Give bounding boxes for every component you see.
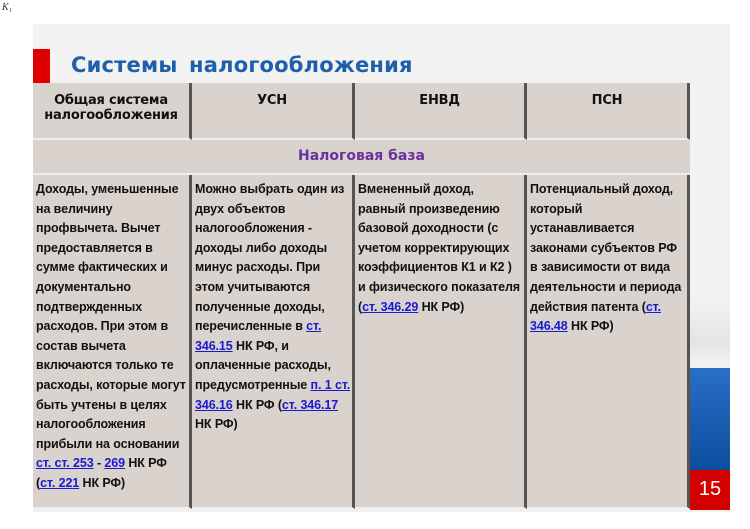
text-line — [358, 239, 522, 259]
cell-envd — [355, 175, 527, 509]
text-segment: ( — [358, 299, 363, 314]
text-line — [36, 337, 187, 357]
text-line — [195, 356, 350, 376]
text-line — [530, 258, 685, 278]
text-line — [530, 200, 685, 220]
cell-general — [33, 175, 192, 509]
text-segment: НК РФ — [124, 456, 167, 471]
title-accent-bar — [33, 49, 50, 83]
text-line — [358, 180, 522, 200]
slide-title: Системы налогообложения — [71, 53, 413, 77]
text-line — [195, 396, 350, 416]
text-line — [195, 219, 350, 239]
text-line — [530, 298, 685, 318]
text-segment: базовой доходности (с — [358, 221, 499, 236]
text-line — [36, 435, 187, 455]
text-segment: минус расходы. При — [195, 260, 321, 275]
text-segment: законами субъектов РФ — [530, 240, 677, 255]
text-segment: НК РФ) — [418, 299, 465, 314]
header-general: Общая система налогообложения — [33, 83, 192, 140]
slide-number: 15 — [690, 470, 730, 510]
text-line — [36, 278, 187, 298]
text-line — [195, 337, 350, 357]
text-line — [36, 396, 187, 416]
law-link[interactable]: 346.16 — [195, 397, 233, 412]
text-segment: Можно выбрать один из — [195, 182, 345, 196]
text-segment: ( — [36, 475, 41, 490]
text-segment: документально — [36, 279, 131, 294]
text-segment: предусмотренные — [195, 377, 311, 392]
law-link[interactable]: ст. 346.17 — [281, 397, 339, 412]
text-line — [36, 474, 187, 494]
law-link[interactable]: ст. ст. 253 — [36, 456, 94, 471]
text-segment: двух объектов — [195, 201, 286, 216]
law-link[interactable]: ст. 221 — [40, 475, 80, 490]
text-line — [36, 219, 187, 239]
cell-usn — [192, 175, 355, 509]
text-segment: НК РФ) — [79, 475, 126, 490]
text-segment: Вмененный доход, — [358, 182, 474, 196]
text-line — [195, 317, 350, 337]
text-line — [195, 376, 350, 396]
text-segment: - — [93, 456, 105, 471]
text-segment: НК РФ) — [567, 319, 614, 334]
law-link[interactable]: ст. — [306, 319, 322, 334]
text-segment: сумме фактических и — [36, 260, 168, 275]
section-tax-base: Налоговая база — [33, 140, 690, 175]
text-line — [530, 219, 685, 239]
header-usn: УСН — [192, 83, 355, 140]
text-segment: перечисленные в — [195, 319, 307, 334]
law-link[interactable]: ст. — [645, 299, 661, 314]
text-segment: налогообложения — [36, 417, 146, 432]
text-segment: НК РФ, и — [232, 338, 289, 353]
text-line — [530, 239, 685, 259]
text-segment: профвычета. Вычет — [36, 221, 161, 236]
text-segment: доходы либо доходы — [195, 240, 328, 255]
header-envd: ЕНВД — [355, 83, 527, 140]
text-segment: который — [530, 201, 583, 216]
law-link[interactable]: ст. 346.29 — [362, 299, 419, 314]
text-line — [195, 415, 350, 435]
text-line — [36, 415, 187, 435]
text-line — [36, 258, 187, 278]
law-link[interactable]: п. 1 ст. — [310, 377, 351, 392]
text-line — [195, 239, 350, 259]
text-segment: полученные доходы, — [195, 299, 325, 314]
text-line — [358, 200, 522, 220]
corner-mark: K₁ — [2, 2, 13, 13]
text-segment: Доходы, уменьшенные — [36, 182, 179, 196]
text-segment: НК РФ ( — [232, 397, 282, 412]
text-segment: налогообложения - — [195, 221, 312, 236]
text-line — [36, 200, 187, 220]
text-segment: предоставляется в — [36, 240, 153, 255]
text-segment: состав вычета — [36, 338, 126, 353]
text-line — [36, 298, 187, 318]
text-segment: расходов. При этом в — [36, 319, 169, 334]
flag-blue-stripe — [690, 368, 730, 470]
text-segment: на величину — [36, 201, 113, 216]
text-segment: Потенциальный доход, — [530, 182, 674, 196]
law-link[interactable]: 269 — [104, 456, 125, 471]
text-line — [530, 317, 685, 337]
text-segment: НК РФ) — [195, 417, 238, 432]
law-link[interactable]: 346.15 — [195, 338, 233, 353]
text-line — [530, 278, 685, 298]
text-segment: коэффициентов К1 и К2 ) — [358, 260, 512, 275]
text-line — [530, 180, 685, 200]
text-segment: включаются только те — [36, 358, 174, 373]
text-segment: учетом корректирующих — [358, 240, 510, 255]
text-line — [195, 258, 350, 278]
text-segment: действия патента ( — [530, 299, 646, 314]
law-link[interactable]: 346.48 — [530, 319, 568, 334]
text-line — [195, 278, 350, 298]
header-psn: ПСН — [527, 83, 690, 140]
text-segment: устанавливается — [530, 221, 635, 236]
text-line — [358, 298, 522, 318]
text-line — [195, 298, 350, 318]
text-segment: этом учитываются — [195, 279, 311, 294]
text-segment: в зависимости от вида — [530, 260, 671, 275]
text-segment: деятельности и периода — [530, 279, 682, 294]
text-line — [36, 317, 187, 337]
text-line — [36, 239, 187, 259]
text-segment: быть учтены в целях — [36, 397, 167, 412]
text-segment: и физического показателя — [358, 279, 521, 294]
text-line — [36, 180, 187, 200]
text-line — [36, 454, 187, 474]
text-segment: подтвержденных — [36, 299, 143, 314]
text-segment: прибыли на основании — [36, 436, 180, 451]
text-line — [358, 219, 522, 239]
text-line — [195, 180, 350, 200]
text-line — [195, 200, 350, 220]
text-segment: оплаченные расходы, — [195, 358, 331, 373]
text-line — [36, 356, 187, 376]
text-line — [36, 376, 187, 396]
text-line — [358, 258, 522, 278]
text-line — [358, 278, 522, 298]
cell-psn — [527, 175, 690, 509]
text-segment: расходы, которые могут — [36, 377, 186, 392]
text-segment: равный произведению — [358, 201, 500, 216]
